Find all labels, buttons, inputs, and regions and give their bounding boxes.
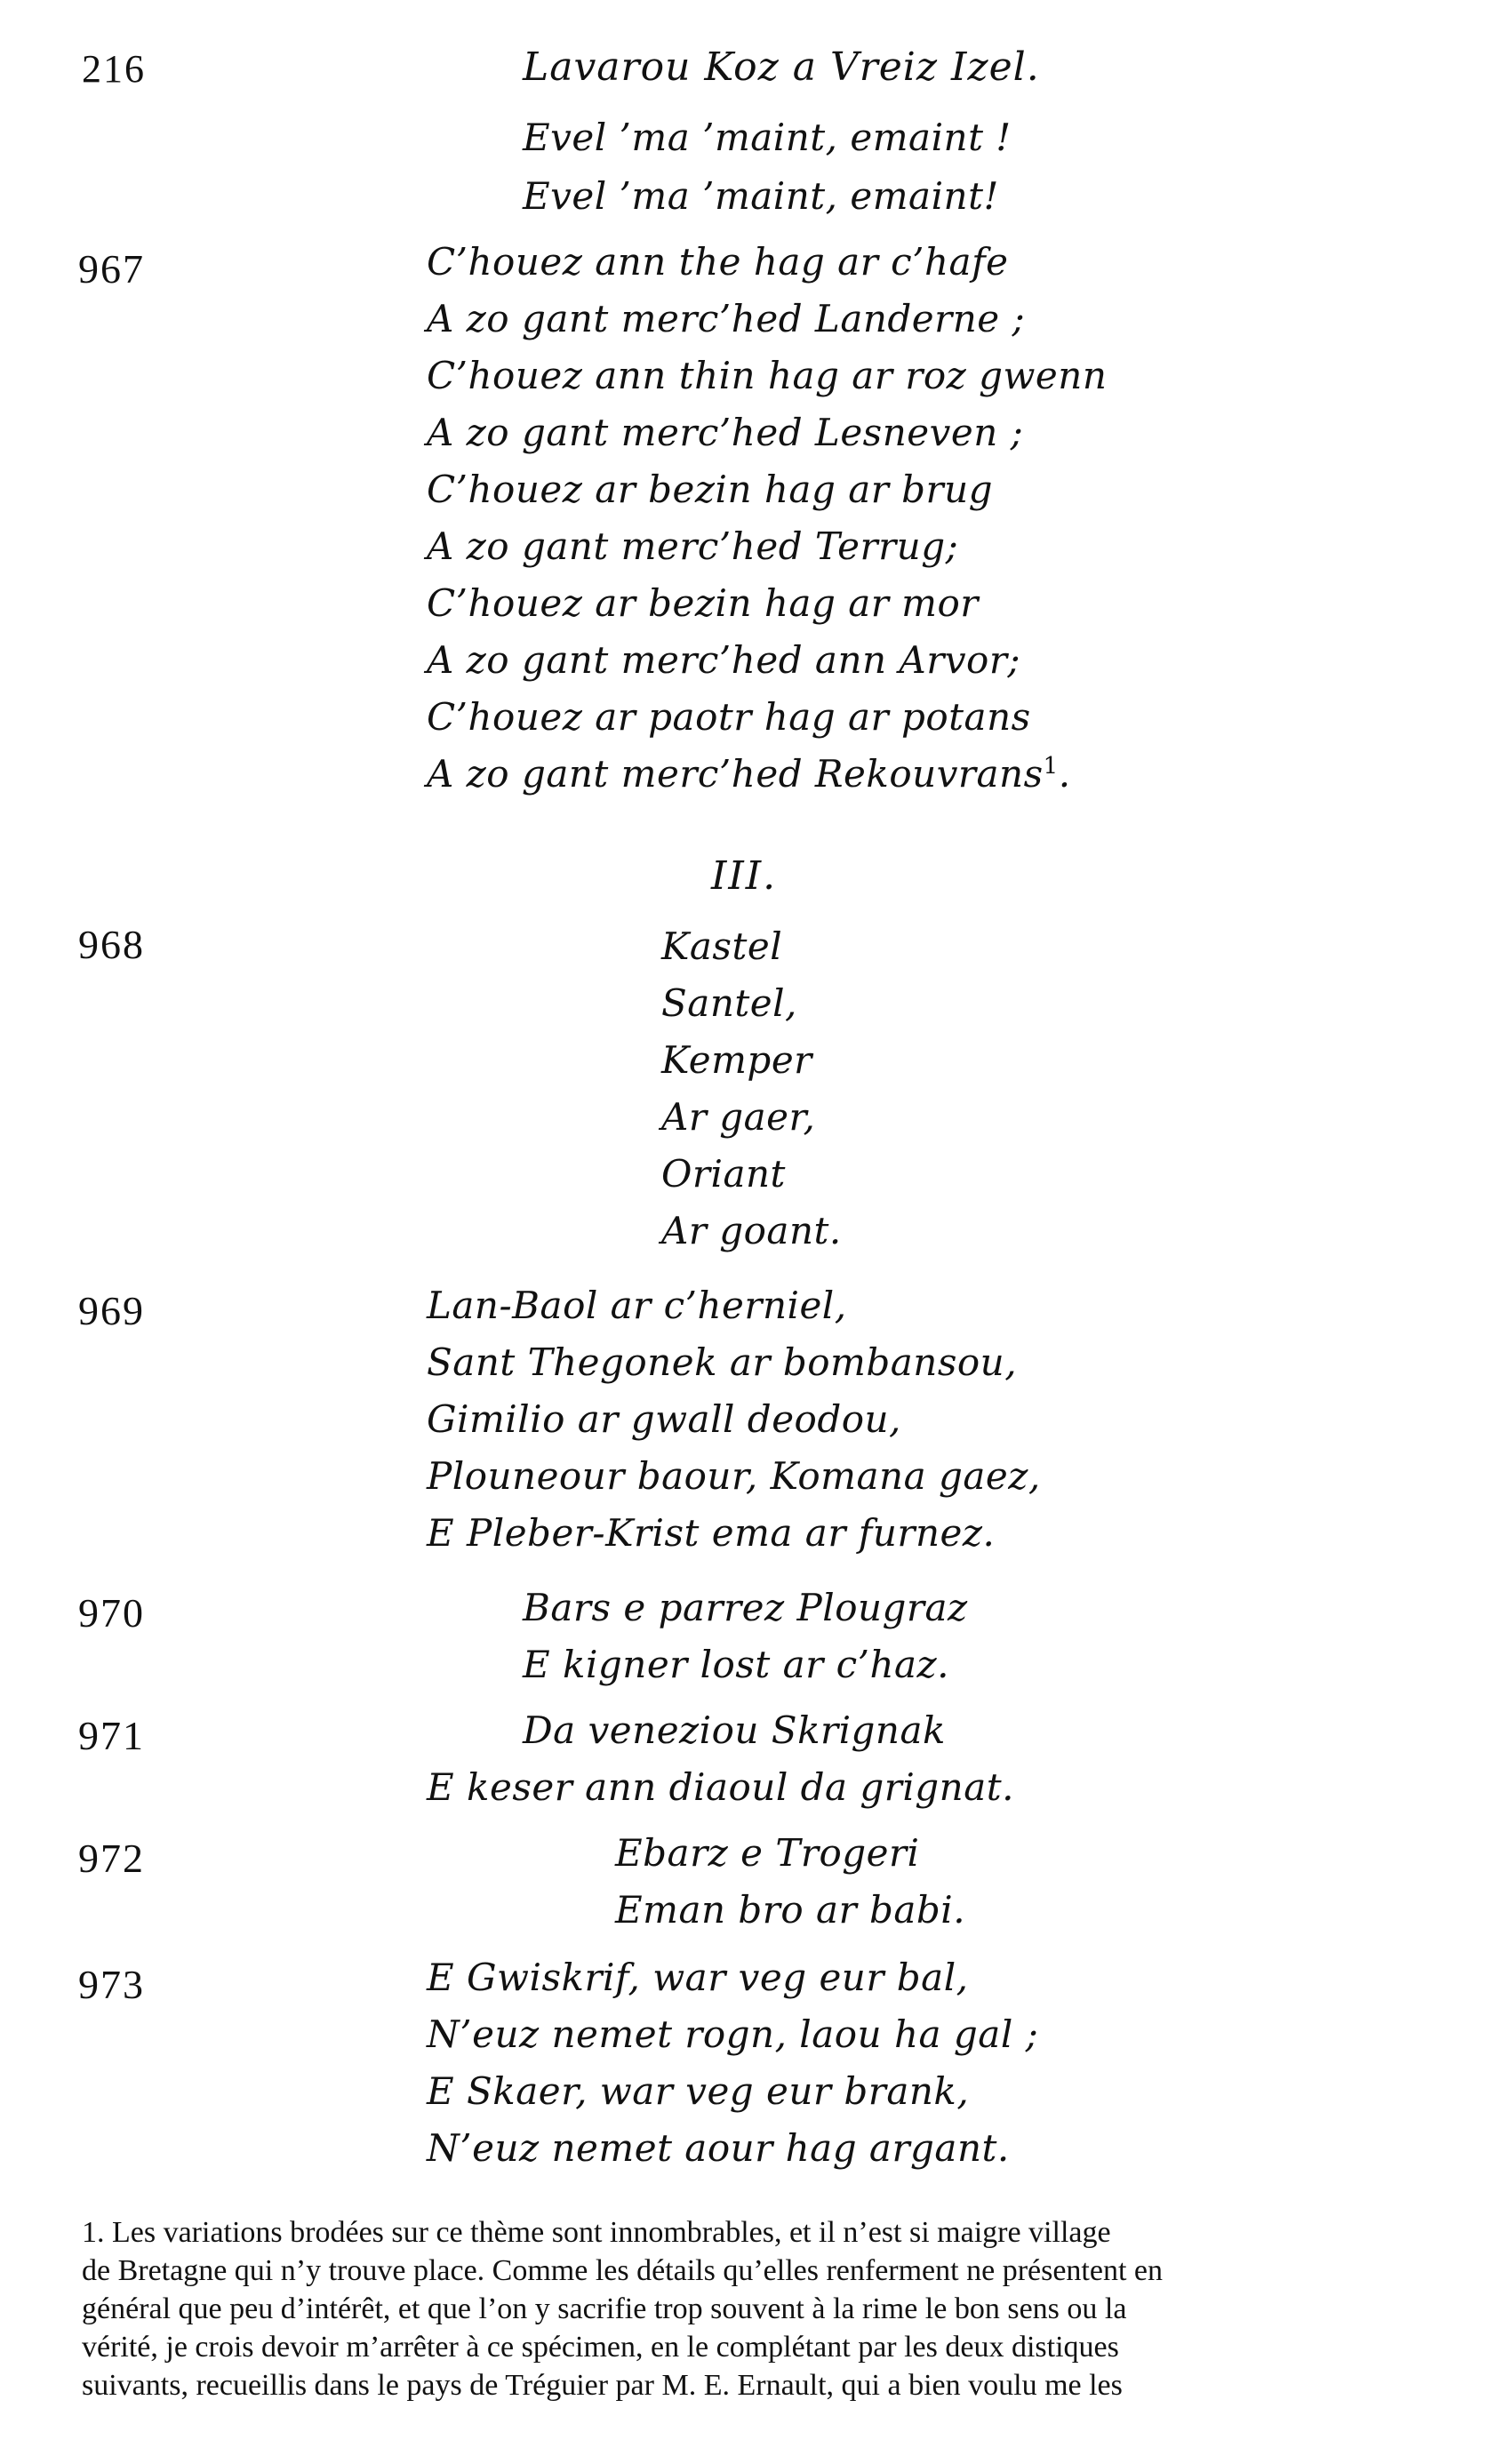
footnote-line: général que peu d’intérêt, et que l’on y sacrifie trop souvent à la rime le bon sens ou la	[82, 2292, 1127, 2325]
verse-line: Evel ’ma ’maint, emaint !	[523, 116, 1012, 159]
verse-line: Santel,	[661, 981, 797, 1025]
verse-line: A zo gant merc’hed ann Arvor;	[427, 638, 1021, 682]
verse-line: Da veneziou Skrignak	[523, 1708, 946, 1752]
verse-line: Ar goant.	[661, 1209, 842, 1252]
verse-line: Kastel	[661, 924, 783, 968]
footnote-line: vérité, je crois devoir m’arrêter à ce spécimen, en le complétant par les deux distiques	[82, 2331, 1119, 2364]
verse-line: Oriant	[661, 1152, 786, 1196]
entry-number: 968	[78, 922, 145, 967]
footnote	[82, 2213, 1415, 2404]
verse-line: C’houez ar paotr hag ar potans	[427, 695, 1031, 739]
verse-line: Plouneour baour, Komana gaez,	[427, 1454, 1041, 1498]
verse-line: A zo gant merc’hed Landerne ;	[427, 297, 1026, 340]
verse-line: C’houez ar bezin hag ar brug	[427, 468, 994, 511]
entry-number: 967	[78, 246, 145, 292]
verse-line: Gimilio ar gwall deodou,	[427, 1397, 901, 1441]
verse-line: E keser ann diaoul da grignat.	[427, 1765, 1014, 1809]
verse-line: E Skaer, war veg eur brank,	[427, 2069, 970, 2113]
verse-line: Eman bro ar babi.	[615, 1888, 966, 1932]
verse-line: Sant Thegonek ar bombansou,	[427, 1340, 1018, 1384]
footnote-line: suivants, recueillis dans le pays de Tréguier par M. E. Ernault, qui a bien voulu me les	[82, 2369, 1123, 2402]
verse-line: C’houez ar bezin hag ar mor	[427, 581, 979, 625]
entry-number: 970	[78, 1590, 145, 1636]
footnote-marker: 1	[1043, 753, 1059, 780]
verse-line: Lan-Baol ar c’herniel,	[427, 1284, 847, 1327]
verse-line: E Pleber-Krist ema ar furnez.	[427, 1511, 996, 1555]
verse-line: N’euz nemet aour hag argant.	[427, 2126, 1010, 2170]
verse-line	[427, 752, 1071, 796]
footnote-line: de Bretagne qui n’y trouve place. Comme les détails qu’elles renferment ne présentent en	[82, 2254, 1163, 2287]
verse-line: Evel ’ma ’maint, emaint!	[523, 174, 999, 218]
entry-number: 973	[78, 1962, 145, 2007]
verse-line: E Gwiskrif, war veg eur bal,	[427, 1956, 969, 1999]
verse-line: N’euz nemet rogn, laou ha gal ;	[427, 2012, 1039, 2056]
verse-line: C’houez ann the hag ar c’hafe	[427, 240, 1009, 284]
entry-number: 969	[78, 1288, 145, 1333]
entry-number: 971	[78, 1713, 145, 1758]
page-number: 216	[82, 47, 146, 91]
footnote-line: 1. Les variations brodées sur ce thème sont innombrables, et il n’est si maigre village	[82, 2216, 1111, 2249]
verse-line: Ebarz e Trogeri	[615, 1831, 920, 1875]
section-heading: III.	[711, 853, 778, 899]
verse-line: C’houez ann thin hag ar roz gwenn	[427, 354, 1108, 397]
entry-number: 972	[78, 1836, 145, 1881]
verse-line: Ar gaer,	[661, 1095, 816, 1139]
verse-line: Bars e parrez Plougraz	[523, 1586, 968, 1629]
verse-line: E kigner lost ar c’haz.	[523, 1643, 950, 1686]
verse-line: A zo gant merc’hed Lesneven ;	[427, 411, 1024, 454]
verse-punctuation: .	[1058, 752, 1071, 796]
verse-line: A zo gant merc’hed Terrug;	[427, 524, 959, 568]
verse-text: A zo gant merc’hed Rekouvrans	[427, 752, 1044, 796]
verse-line: Kemper	[661, 1038, 812, 1082]
running-head: Lavarou Koz a Vreiz Izel.	[523, 44, 1040, 90]
